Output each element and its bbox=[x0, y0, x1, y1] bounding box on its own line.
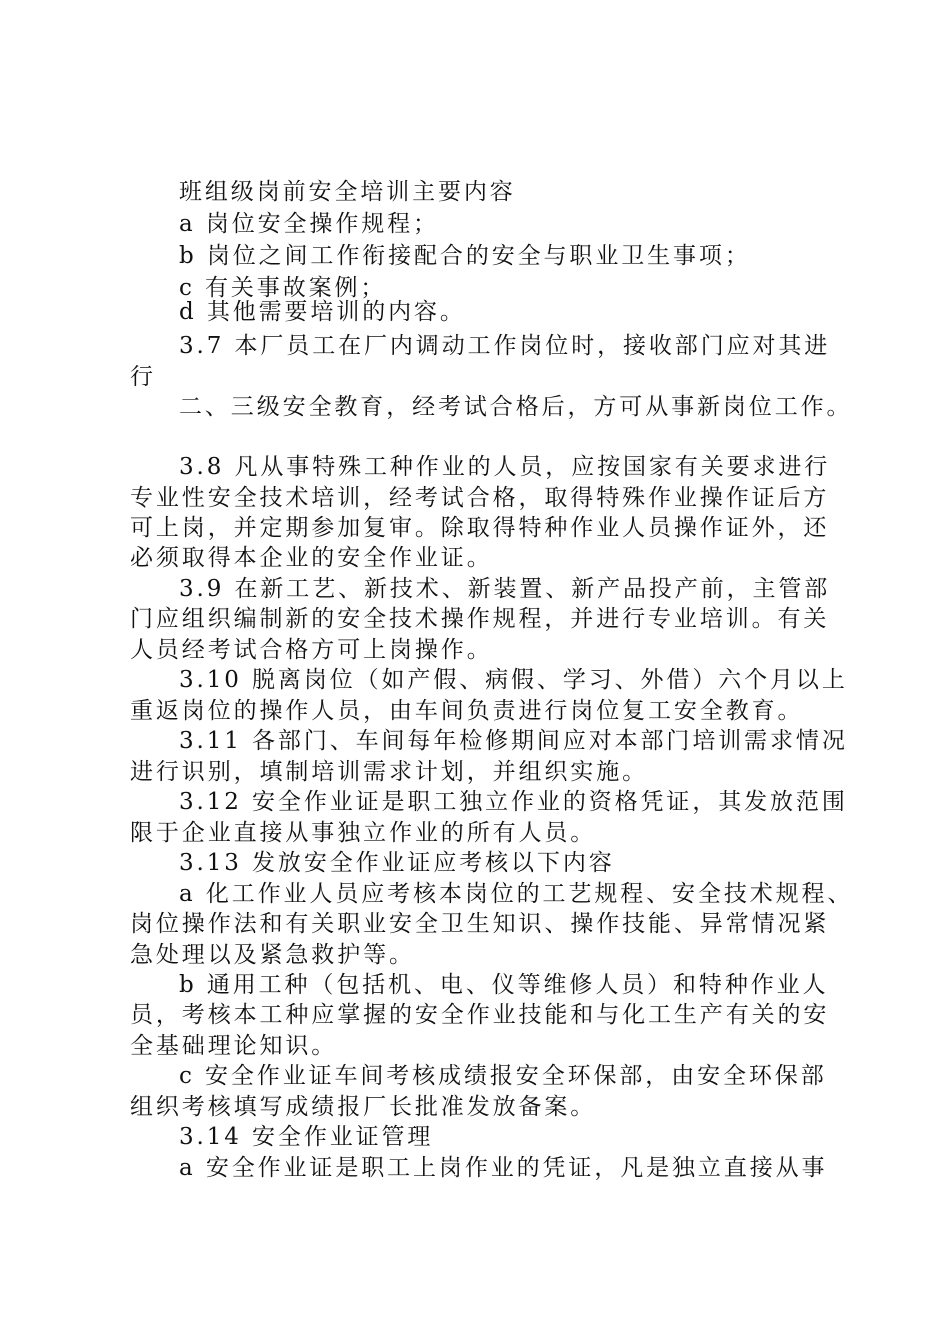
text-line: 3.13 发放安全作业证应考核以下内容 bbox=[179, 850, 615, 876]
text-line: 必须取得本企业的安全作业证。 bbox=[130, 545, 493, 571]
text-line: 全基础理论知识。 bbox=[130, 1033, 338, 1059]
text-line: 门应组织编制新的安全技术操作规程，并进行专业培训。有关 bbox=[130, 606, 830, 632]
text-line: 行 bbox=[130, 364, 156, 390]
text-line: a 安全作业证是职工上岗作业的凭证，凡是独立直接从事 bbox=[179, 1155, 828, 1181]
text-line: 重返岗位的操作人员，由车间负责进行岗位复工安全教育。 bbox=[130, 698, 804, 724]
text-line: 3.7 本厂员工在厂内调动工作岗位时，接收部门应对其进 bbox=[179, 333, 831, 359]
text-line: 人员经考试合格方可上岗操作。 bbox=[130, 637, 493, 663]
text-line: 3.8 凡从事特殊工种作业的人员，应按国家有关要求进行 bbox=[179, 454, 831, 480]
text-line: 进行识别，填制培训需求计划，并组织实施。 bbox=[130, 759, 648, 785]
text-line: 员，考核本工种应掌握的安全作业技能和与化工生产有关的安 bbox=[130, 1002, 830, 1028]
text-line: 3.9 在新工艺、新技术、新装置、新产品投产前，主管部 bbox=[179, 576, 831, 602]
text-line: b 通用工种（包括机、电、仪等维修人员）和特种作业人 bbox=[179, 972, 829, 998]
text-line: 3.12 安全作业证是职工独立作业的资格凭证，其发放范围 bbox=[179, 789, 848, 815]
text-line: 岗位操作法和有关职业安全卫生知识、操作技能、异常情况紧 bbox=[130, 911, 830, 937]
text-line: c 有关事故案例； bbox=[179, 275, 387, 301]
text-line: a 化工作业人员应考核本岗位的工艺规程、安全技术规程、 bbox=[179, 881, 854, 907]
text-line: 3.10 脱离岗位（如产假、病假、学习、外借）六个月以上 bbox=[179, 667, 848, 693]
text-line: d 其他需要培训的内容。 bbox=[179, 299, 466, 325]
text-line: 限于企业直接从事独立作业的所有人员。 bbox=[130, 820, 597, 846]
text-line: 3.11 各部门、车间每年检修期间应对本部门培训需求情况 bbox=[179, 728, 848, 754]
text-line: 组织考核填写成绩报厂长批准发放备案。 bbox=[130, 1094, 597, 1120]
text-line: 可上岗，并定期参加复审。除取得特种作业人员操作证外，还 bbox=[130, 515, 830, 541]
text-line: a 岗位安全操作规程； bbox=[179, 211, 439, 237]
text-line: b 岗位之间工作衔接配合的安全与职业卫生事项； bbox=[179, 243, 751, 269]
text-line: 班组级岗前安全培训主要内容 bbox=[179, 179, 516, 205]
text-line: 专业性安全技术培训，经考试合格，取得特殊作业操作证后方 bbox=[130, 485, 830, 511]
text-line: 急处理以及紧急救护等。 bbox=[130, 942, 415, 968]
text-line: c 安全作业证车间考核成绩报安全环保部，由安全环保部 bbox=[179, 1063, 827, 1089]
text-line: 3.14 安全作业证管理 bbox=[179, 1124, 434, 1150]
text-line: 二、三级安全教育，经考试合格后，方可从事新岗位工作。 bbox=[179, 394, 853, 420]
